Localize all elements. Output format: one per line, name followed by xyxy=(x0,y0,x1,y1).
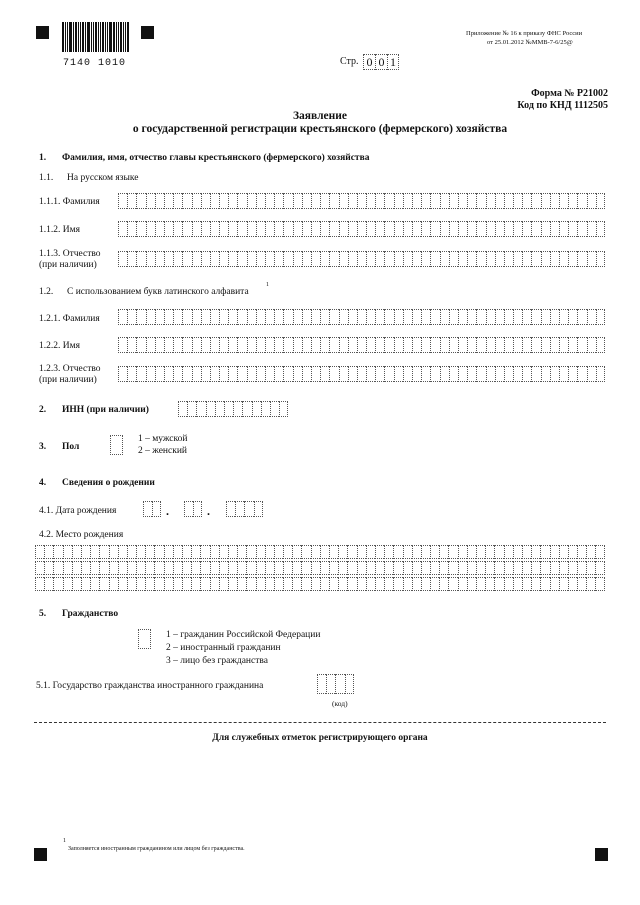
field-1-2-3-note: (при наличии) xyxy=(39,375,97,385)
page-digit: 0 xyxy=(375,54,387,70)
subsection-1-1-number: 1.1. xyxy=(39,173,54,183)
barcode xyxy=(62,22,140,52)
knd-code: Код по КНД 1112505 xyxy=(517,100,608,111)
field-1-2-1-cells[interactable] xyxy=(118,309,606,325)
barcode-number: 7140 1010 xyxy=(63,58,127,69)
date-separator: . xyxy=(166,504,169,518)
corner-marker-bottom-left xyxy=(34,848,47,861)
field-1-2-1-label: 1.2.1. Фамилия xyxy=(39,314,100,324)
birth-month-cells[interactable] xyxy=(184,501,202,517)
subsection-1-2-number: 1.2. xyxy=(39,287,54,297)
section-4-number: 4. xyxy=(39,478,47,488)
title-line1: Заявление xyxy=(292,110,347,122)
date-separator: . xyxy=(207,504,210,518)
official-marks-divider xyxy=(34,722,606,723)
corner-marker-bottom-right xyxy=(595,848,608,861)
field-1-1-3-cells[interactable] xyxy=(118,251,606,267)
order-note-line2: от 25.01.2012 №ММВ-7-6/25@ xyxy=(487,39,573,46)
page-number-cells[interactable] xyxy=(363,54,399,70)
subsection-1-1-label: На русском языке xyxy=(67,173,139,183)
section-2-number: 2. xyxy=(39,405,47,415)
field-4-1-label: 4.1. Дата рождения xyxy=(39,506,117,516)
section-5-heading: Гражданство xyxy=(62,609,119,619)
inn-cells[interactable] xyxy=(178,401,288,417)
citizenship-option-3: 3 – лицо без гражданства xyxy=(166,656,268,666)
citizenship-option-2: 2 – иностранный гражданин xyxy=(166,643,281,653)
field-5-1-label: 5.1. Государство гражданства иностранного гражданина xyxy=(36,681,264,691)
birth-place-row-2[interactable] xyxy=(35,561,605,575)
section-5-number: 5. xyxy=(39,609,47,619)
citizenship-cell[interactable] xyxy=(138,629,151,649)
birth-place-row-3[interactable] xyxy=(35,577,605,591)
corner-marker-top-right xyxy=(141,26,154,39)
field-1-2-3-label: 1.2.3. Отчество xyxy=(39,364,101,374)
birth-place-row-1[interactable] xyxy=(35,545,605,559)
page-digit: 1 xyxy=(387,54,399,70)
birth-year-cells[interactable] xyxy=(226,501,263,517)
field-1-2-2-cells[interactable] xyxy=(118,337,606,353)
gender-cell[interactable] xyxy=(110,435,123,455)
field-1-2-2-label: 1.2.2. Имя xyxy=(39,341,80,351)
field-4-2-label: 4.2. Место рождения xyxy=(39,530,124,540)
section-1-number: 1. xyxy=(39,153,47,163)
gender-option-2: 2 – женский xyxy=(138,446,187,456)
section-1-heading: Фамилия, имя, отчество главы крестьянского (фермерского) хозяйства xyxy=(62,153,370,163)
birth-day-cells[interactable] xyxy=(143,501,161,517)
country-code-caption: (код) xyxy=(332,699,348,708)
footnote-text: Заполняется иностранным гражданином или лицом без гражданства. xyxy=(68,846,245,852)
corner-marker-top-left xyxy=(36,26,49,39)
country-code-cells[interactable] xyxy=(317,674,354,694)
page-digit: 0 xyxy=(363,54,375,70)
page-label: Стр. xyxy=(340,56,359,67)
citizenship-option-1: 1 – гражданин Российской Федерации xyxy=(166,630,321,640)
section-3-number: 3. xyxy=(39,442,47,452)
field-1-1-1-label: 1.1.1. Фамилия xyxy=(39,197,100,207)
field-1-1-2-label: 1.1.2. Имя xyxy=(39,225,80,235)
footnote-number: 1 xyxy=(63,838,66,844)
form-number: Форма № Р21002 xyxy=(531,88,608,99)
title-line2: о государственной регистрации крестьянского (фермерского) хозяйства xyxy=(132,123,508,135)
footnote-ref: 1 xyxy=(266,282,269,288)
gender-option-1: 1 – мужской xyxy=(138,434,188,444)
order-note-line1: Приложение № 16 к приказу ФНС России xyxy=(466,30,583,37)
field-1-1-3-note: (при наличии) xyxy=(39,260,97,270)
section-3-label: Пол xyxy=(62,442,80,452)
section-2-label: ИНН (при наличии) xyxy=(62,405,149,415)
field-1-1-2-cells[interactable] xyxy=(118,221,606,237)
field-1-2-3-cells[interactable] xyxy=(118,366,606,382)
field-1-1-1-cells[interactable] xyxy=(118,193,606,209)
field-1-1-3-label: 1.1.3. Отчество xyxy=(39,249,101,259)
official-marks-heading: Для служебных отметок регистрирующего органа xyxy=(212,733,428,743)
subsection-1-2-label: С использованием букв латинского алфавита xyxy=(67,287,249,297)
section-4-heading: Сведения о рождении xyxy=(62,478,155,488)
